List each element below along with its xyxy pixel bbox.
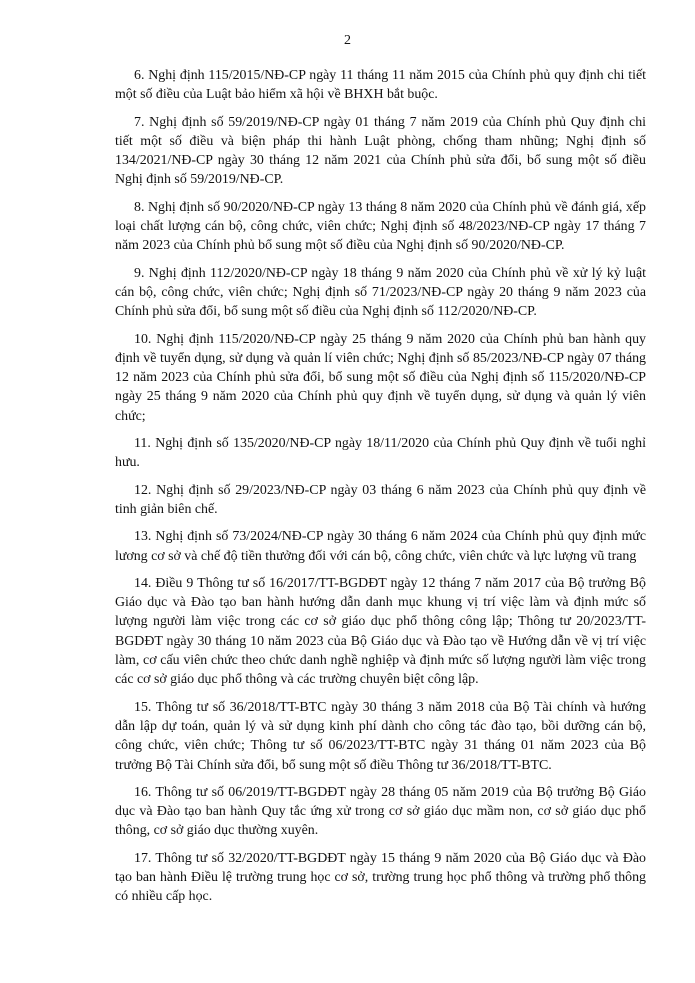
list-item-9: 9. Nghị định 112/2020/NĐ-CP ngày 18 tháng 9 năm 2020 của Chính phủ về xử lý kỷ luật cán bộ, công chức, viên chức; Nghị định số 71/2023/NĐ-CP ngày 20 tháng 9 năm 2023 của Chính phủ sửa đổi, bổ sung một số điều của Nghị định số 112/2020/NĐ-CP. (115, 265, 646, 320)
list-item-10: 10. Nghị định 115/2020/NĐ-CP ngày 25 tháng 9 năm 2020 của Chính phủ ban hành quy định về tuyển dụng, sử dụng và quản lí viên chức; Nghị định số 85/2023/NĐ-CP ngày 07 tháng 12 năm 2023 của Chính phủ sửa đổi, bổ sung một số điều của Nghị định số 115/2020/NĐ-CP ngày 25 tháng 9 năm 2020 của Chính phủ quy định về tuyển dụng, sử dụng và quản lý viên chức; (115, 331, 646, 424)
list-item-11: 11. Nghị định số 135/2020/NĐ-CP ngày 18/11/2020 của Chính phủ Quy định về tuổi nghỉ hưu. (115, 436, 646, 471)
list-item-12: 12. Nghị định số 29/2023/NĐ-CP ngày 03 tháng 6 năm 2023 của Chính phủ quy định về tinh giản biên chế. (115, 482, 646, 517)
list-item-6: 6. Nghị định 115/2015/NĐ-CP ngày 11 tháng 11 năm 2015 của Chính phủ quy định chi tiết một số điều của Luật bảo hiểm xã hội về BHXH bắt buộc. (115, 68, 646, 103)
list-item-14: 14. Điều 9 Thông tư số 16/2017/TT-BGDĐT ngày 12 tháng 7 năm 2017 của Bộ trưởng Bộ Giáo dục và Đào tạo ban hành hướng dẫn danh mục khung vị trí việc làm và định mức số lượng người làm việc trong các cơ sở giáo dục phổ thông công lập; Thông tư 20/2023/TT-BGDĐT ngày 30 tháng 10 năm 2023 của Bộ Giáo dục và Đào tạo về Hướng dẫn về vị trí việc làm, cơ cấu viên chức theo chức danh nghề nghiệp và định mức số lượng người làm việc trong các cơ sở giáo dục phổ thông và các trường chuyên biệt công lập. (115, 575, 646, 688)
list-item-8: 8. Nghị định số 90/2020/NĐ-CP ngày 13 tháng 8 năm 2020 của Chính phủ về đánh giá, xếp loại chất lượng cán bộ, công chức, viên chức; Nghị định số 48/2023/NĐ-CP ngày 17 tháng 7 năm 2023 của Chính phủ bổ sung một số điều của Nghị định số 90/2020/NĐ-CP. (115, 199, 646, 254)
list-item-7: 7. Nghị định số 59/2019/NĐ-CP ngày 01 tháng 7 năm 2019 của Chính phủ Quy định chi tiết một số điều và biện pháp thi hành Luật phòng, chống tham nhũng; Nghị định số 134/2021/NĐ-CP ngày 30 tháng 12 năm 2021 của Chính phủ sửa đổi, bổ sung một số điều Nghị định số 59/2019/NĐ-CP. (115, 114, 646, 188)
list-item-15: 15. Thông tư số 36/2018/TT-BTC ngày 30 tháng 3 năm 2018 của Bộ Tài chính và hướng dẫn lập dự toán, quản lý và sử dụng kinh phí dành cho công tác đào tạo, bồi dưỡng cán bộ, công chức, viên chức; Thông tư số 06/2023/TT-BTC ngày 31 tháng 01 năm 2023 của Bộ trưởng Bộ Tài Chính sửa đổi, bổ sung một số điều Thông tư 36/2018/TT-BTC. (115, 699, 646, 773)
list-item-17: 17. Thông tư số 32/2020/TT-BGDĐT ngày 15 tháng 9 năm 2020 của Bộ Giáo dục và Đào tạo ban hành Điều lệ trường trung học cơ sở, trường trung học phổ thông và trường phổ thông có nhiều cấp học. (115, 850, 646, 905)
list-item-16: 16. Thông tư số 06/2019/TT-BGDĐT ngày 28 tháng 05 năm 2019 của Bộ trưởng Bộ Giáo dục và Đào tạo ban hành Quy tắc ứng xử trong cơ sở giáo dục mầm non, cơ sở giáo dục phổ thông, cơ sở giáo dục thường xuyên. (115, 784, 646, 839)
list-item-13: 13. Nghị định số 73/2024/NĐ-CP ngày 30 tháng 6 năm 2024 của Chính phủ quy định mức lương cơ sở và chế độ tiền thưởng đối với cán bộ, công chức, viên chức và lực lượng vũ trang (115, 529, 646, 564)
document-body (115, 66, 646, 915)
page-number: 2 (344, 33, 351, 48)
